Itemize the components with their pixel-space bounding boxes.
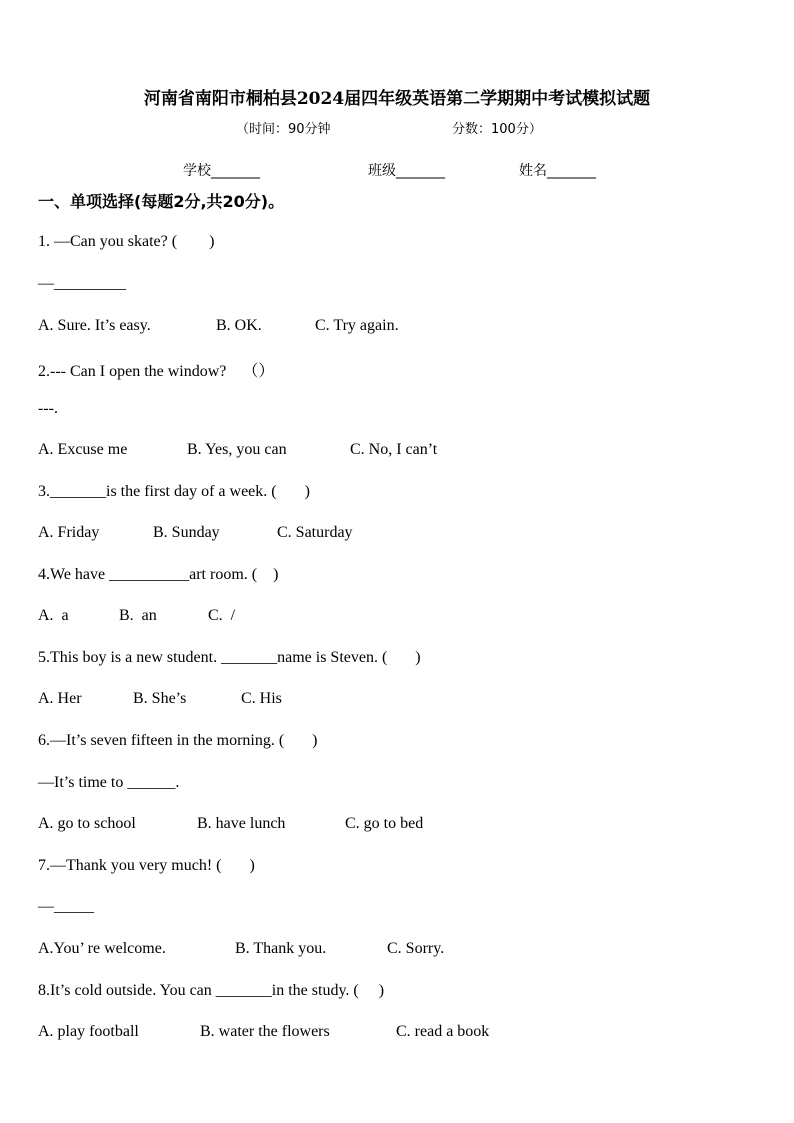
option-a: A. a: [38, 607, 69, 624]
question-stem: 5.This boy is a new student. _______name is Steven. ( ): [38, 649, 421, 666]
exam-title: 河南省南阳市桐柏县2024届四年级英语第二学期期中考试模拟试题: [143, 89, 651, 109]
option-a: A. go to school: [38, 815, 136, 832]
answer-line: —_____: [38, 898, 94, 915]
option-c: C. /: [208, 607, 236, 624]
option-c: C. Sorry.: [387, 940, 445, 957]
option-c: C. No, I can’t: [350, 441, 438, 458]
option-a: A. Friday: [38, 524, 100, 541]
question-stem: 1. —Can you skate? ( ): [38, 233, 215, 250]
exam-time: （时间：90分钟: [236, 122, 331, 137]
answer-line: —It’s time to ______.: [38, 774, 180, 791]
option-c: C. His: [241, 690, 282, 707]
question-stem: 2.--- Can I open the window? （）: [38, 363, 275, 380]
option-b: B. have lunch: [197, 815, 286, 832]
option-b: B. an: [119, 607, 157, 624]
section-heading: 一、单项选择(每题2分,共20分)。: [38, 192, 285, 211]
option-c: C. Try again.: [315, 317, 399, 334]
school-field: 学校_______: [183, 163, 260, 179]
question-stem: 6.—It’s seven fifteen in the morning. ( ): [38, 732, 318, 749]
option-b: B. Yes, you can: [187, 441, 287, 458]
option-c: C. Saturday: [277, 524, 353, 541]
question-stem: 8.It’s cold outside. You can _______in the study. ( ): [38, 982, 385, 999]
class-field: 班级_______: [368, 163, 445, 179]
option-a: A. Excuse me: [38, 441, 128, 458]
answer-line: ---.: [38, 400, 58, 417]
question-stem: 4.We have __________art room. ( ): [38, 566, 279, 583]
option-c: C. read a book: [396, 1023, 490, 1040]
option-b: B. She’s: [133, 690, 187, 707]
answer-line: —_________: [38, 275, 126, 292]
name-field: 姓名_______: [519, 163, 596, 179]
question-stem: 3._______is the first day of a week. ( ): [38, 483, 310, 500]
option-b: B. OK.: [216, 317, 262, 334]
option-b: B. water the flowers: [200, 1023, 330, 1040]
option-a: A. play football: [38, 1023, 139, 1040]
option-a: A. Sure. It’s easy.: [38, 317, 151, 334]
option-b: B. Sunday: [153, 524, 220, 541]
option-a: A.You’ re welcome.: [38, 940, 166, 957]
option-c: C. go to bed: [345, 815, 424, 832]
option-a: A. Her: [38, 690, 82, 707]
exam-score: 分数：100分）: [452, 122, 542, 137]
question-stem: 7.—Thank you very much! ( ): [38, 857, 255, 874]
option-b: B. Thank you.: [235, 940, 327, 957]
